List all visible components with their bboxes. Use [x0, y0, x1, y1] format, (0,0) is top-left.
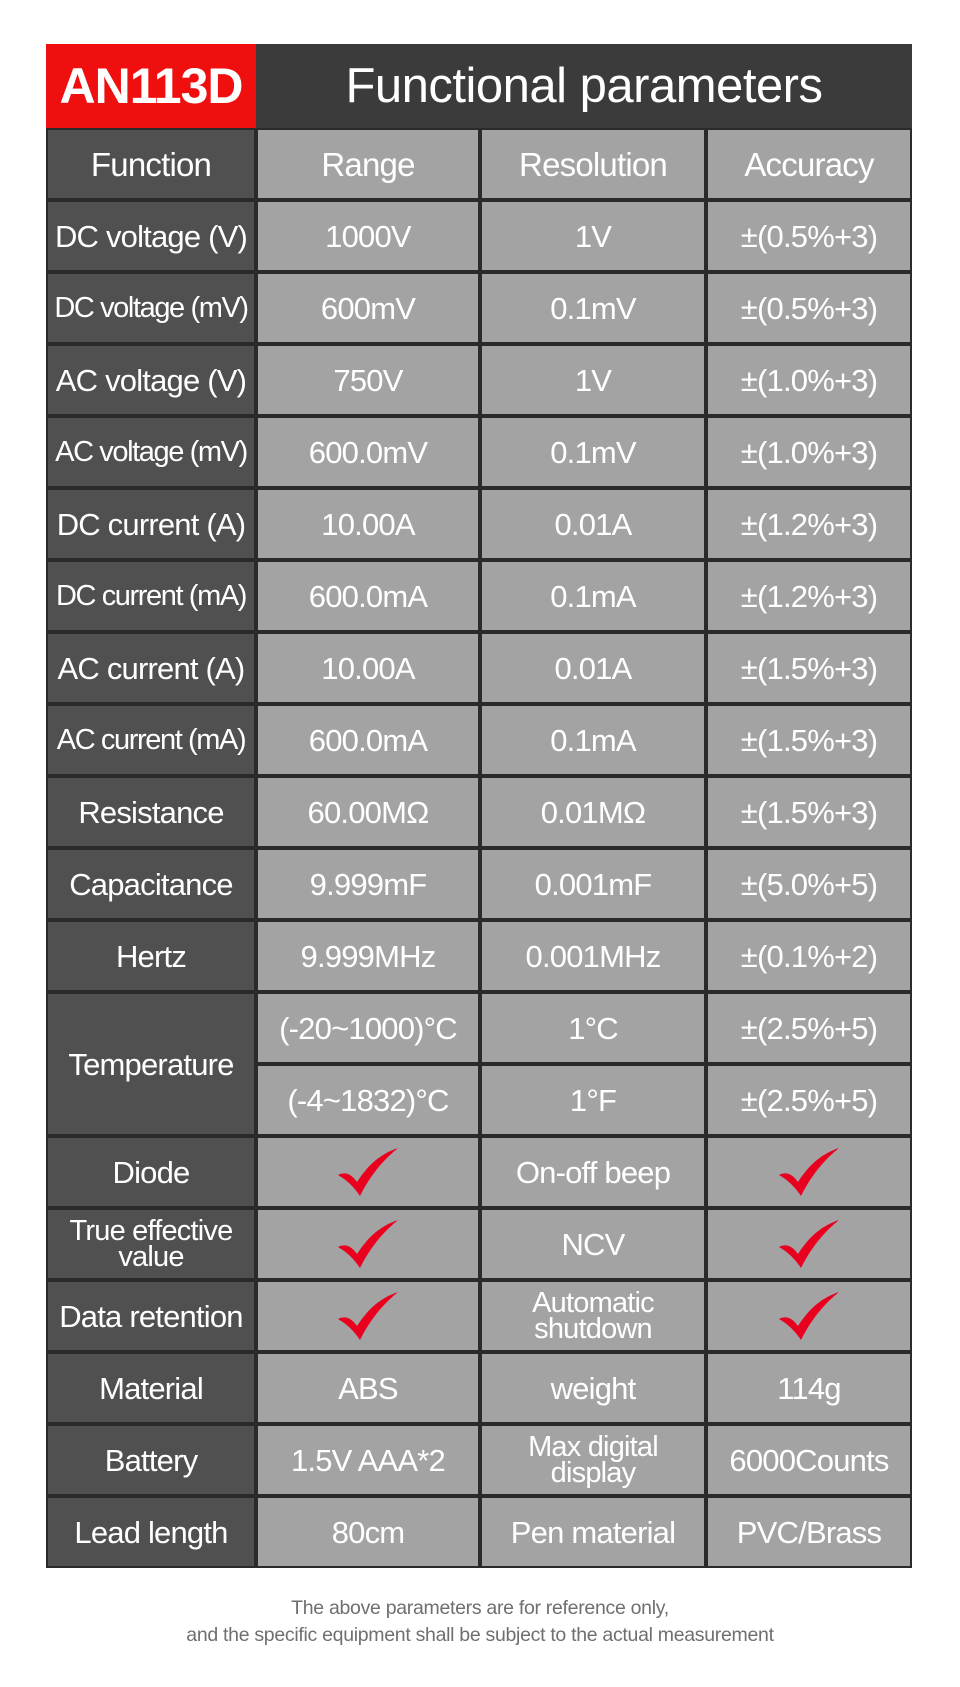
resolution-value: 0.1mV: [480, 416, 706, 488]
function-label: Capacitance: [46, 848, 256, 920]
spec-value: PVC/Brass: [706, 1496, 912, 1568]
accuracy-value: ±(2.5%+5): [706, 992, 912, 1064]
check-mark-icon: [777, 1289, 841, 1343]
accuracy-value: ±(1.2%+3): [706, 488, 912, 560]
spec-label: Lead length: [46, 1496, 256, 1568]
accuracy-value: ±(1.2%+3): [706, 560, 912, 632]
range-value: 750V: [256, 344, 480, 416]
disclaimer: [0, 1595, 960, 1649]
column-header-accuracy: Accuracy: [706, 128, 912, 200]
resolution-value: 1°C: [480, 992, 706, 1064]
spec-label: Material: [46, 1352, 256, 1424]
function-label: AC current (mA): [46, 704, 256, 776]
resolution-value: 1°F: [480, 1064, 706, 1136]
spec-value: 6000Counts: [706, 1424, 912, 1496]
resolution-value: 0.01A: [480, 632, 706, 704]
resolution-value: 0.01MΩ: [480, 776, 706, 848]
accuracy-value: ±(1.0%+3): [706, 344, 912, 416]
disclaimer-line-2: and the specific equipment shall be subject to the actual measurement: [186, 1624, 774, 1646]
resolution-value: 0.001mF: [480, 848, 706, 920]
feature-label: Data retention: [46, 1280, 256, 1352]
feature-label: NCV: [480, 1208, 706, 1280]
resolution-value: 0.1mV: [480, 272, 706, 344]
spec-value: ABS: [256, 1352, 480, 1424]
check-mark-icon: [336, 1145, 400, 1199]
accuracy-value: ±(1.5%+3): [706, 632, 912, 704]
function-label: DC current (mA): [46, 560, 256, 632]
spec-label: Max digital display: [480, 1424, 706, 1496]
feature-supported: [256, 1280, 480, 1352]
resolution-value: 0.001MHz: [480, 920, 706, 992]
accuracy-value: ±(5.0%+5): [706, 848, 912, 920]
sheet-header: [46, 44, 912, 128]
feature-supported: [706, 1208, 912, 1280]
check-mark-icon: [336, 1289, 400, 1343]
spec-label: weight: [480, 1352, 706, 1424]
range-value: 10.00A: [256, 488, 480, 560]
spec-label: Pen material: [480, 1496, 706, 1568]
resolution-value: 0.1mA: [480, 704, 706, 776]
accuracy-value: ±(0.5%+3): [706, 272, 912, 344]
range-value: 60.00MΩ: [256, 776, 480, 848]
column-header-range: Range: [256, 128, 480, 200]
range-value: 600.0mV: [256, 416, 480, 488]
disclaimer-line-1: The above parameters are for reference only,: [291, 1597, 669, 1619]
feature-label: Automatic shutdown: [480, 1280, 706, 1352]
spec-value: 1.5V AAA*2: [256, 1424, 480, 1496]
range-value: 10.00A: [256, 632, 480, 704]
resolution-value: 0.1mA: [480, 560, 706, 632]
resolution-value: 0.01A: [480, 488, 706, 560]
parameters-sheet: [46, 44, 912, 1563]
resolution-value: 1V: [480, 200, 706, 272]
column-header-resolution: Resolution: [480, 128, 706, 200]
feature-supported: [706, 1136, 912, 1208]
function-label: DC voltage (mV): [46, 272, 256, 344]
check-mark-icon: [777, 1145, 841, 1199]
model-label: AN113D: [46, 44, 256, 128]
spec-label: Battery: [46, 1424, 256, 1496]
range-value: 600.0mA: [256, 704, 480, 776]
resolution-value: 1V: [480, 344, 706, 416]
check-mark-icon: [777, 1217, 841, 1271]
function-label-temperature: Temperature: [46, 992, 256, 1136]
function-label: Hertz: [46, 920, 256, 992]
function-label: AC current (A): [46, 632, 256, 704]
range-value: 600mV: [256, 272, 480, 344]
check-mark-icon: [336, 1217, 400, 1271]
range-value: (-4~1832)°C: [256, 1064, 480, 1136]
accuracy-value: ±(1.5%+3): [706, 776, 912, 848]
function-label: AC voltage (mV): [46, 416, 256, 488]
accuracy-value: ±(0.1%+2): [706, 920, 912, 992]
page-title: Functional parameters: [256, 44, 912, 128]
feature-label: Diode: [46, 1136, 256, 1208]
accuracy-value: ±(2.5%+5): [706, 1064, 912, 1136]
feature-label: On-off beep: [480, 1136, 706, 1208]
function-label: AC voltage (V): [46, 344, 256, 416]
range-value: 1000V: [256, 200, 480, 272]
feature-label: True effective value: [46, 1208, 256, 1280]
feature-supported: [706, 1280, 912, 1352]
column-header-function: Function: [46, 128, 256, 200]
range-value: 9.999MHz: [256, 920, 480, 992]
feature-supported: [256, 1208, 480, 1280]
range-value: 9.999mF: [256, 848, 480, 920]
accuracy-value: ±(1.5%+3): [706, 704, 912, 776]
spec-value: 80cm: [256, 1496, 480, 1568]
accuracy-value: ±(0.5%+3): [706, 200, 912, 272]
range-value: 600.0mA: [256, 560, 480, 632]
function-label: DC voltage (V): [46, 200, 256, 272]
accuracy-value: ±(1.0%+3): [706, 416, 912, 488]
spec-value: 114g: [706, 1352, 912, 1424]
feature-supported: [256, 1136, 480, 1208]
range-value: (-20~1000)°C: [256, 992, 480, 1064]
function-label: DC current (A): [46, 488, 256, 560]
function-label: Resistance: [46, 776, 256, 848]
